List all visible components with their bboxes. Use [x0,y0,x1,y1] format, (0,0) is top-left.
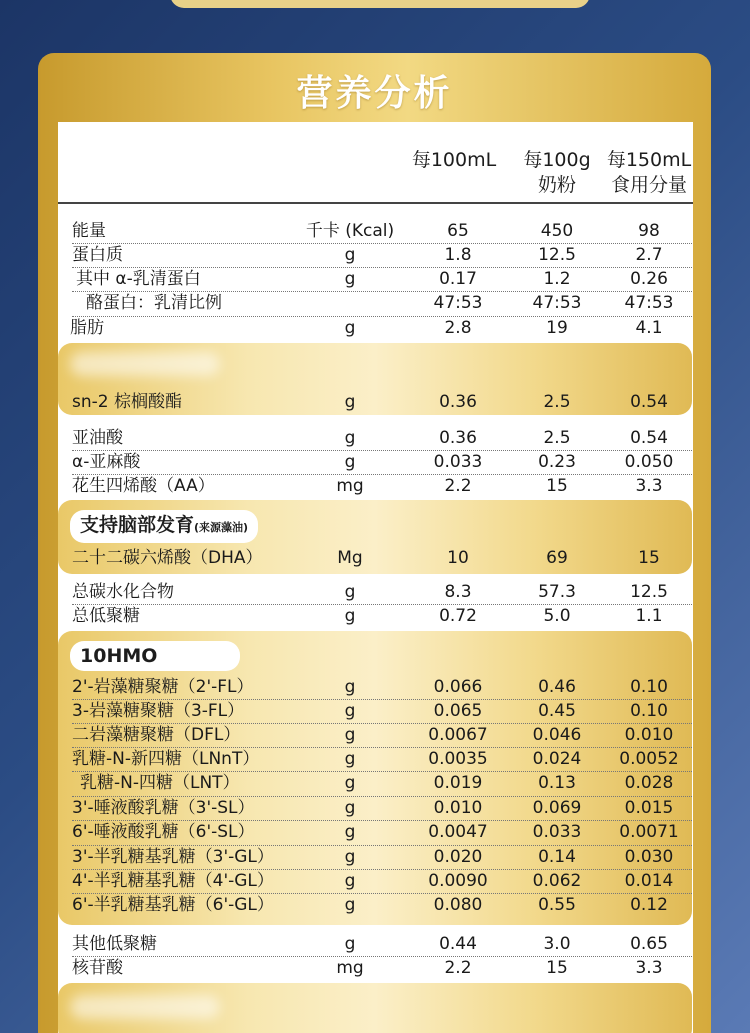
nutrient-name: α-亚麻酸 [72,452,141,472]
nutrient-unit: g [344,318,356,338]
nutrient-name: 其他低聚糖 [72,934,157,954]
value-per-100g: 0.23 [538,452,576,472]
nutrient-unit: g [344,428,356,448]
table-row [0,243,750,267]
nutrient-unit: mg [336,476,364,496]
value-per-100ml: 2.8 [444,318,472,338]
value-per-100g: 47:53 [532,293,582,313]
value-per-100ml: 10 [447,548,469,568]
value-per-100ml: 0.0047 [428,822,488,842]
value-per-100ml: 0.065 [433,701,483,721]
value-per-100g: 57.3 [538,582,576,602]
table-row [0,747,750,771]
value-per-100ml: 0.080 [433,895,483,915]
value-per-100g: 0.033 [532,822,582,842]
nutrient-unit: g [344,606,356,626]
table-row [0,796,750,820]
table-row [0,426,750,450]
nutrient-unit: 千卡 (Kcal) [305,221,395,241]
table-row [0,580,750,604]
value-per-100g: 0.45 [538,701,576,721]
value-per-100ml: 2.2 [444,958,472,978]
table-row [0,450,750,474]
value-per-100ml: 0.010 [433,798,483,818]
value-per-serving: 0.014 [624,871,674,891]
nutrient-unit: g [344,934,356,954]
nutrient-unit: g [344,895,356,915]
nutrient-name: sn-2 棕榈酸酯 [72,392,182,412]
value-per-100ml: 0.066 [433,677,483,697]
nutrient-name: 3'-半乳糖基乳糖（3'-GL） [72,847,274,867]
nutrient-name: 乳糖-N-新四糖（LNnT） [72,749,260,769]
nutrient-name: 乳糖-N-四糖（LNT） [80,773,240,793]
nutrient-unit: g [344,871,356,891]
value-per-100ml: 0.17 [439,269,477,289]
value-per-100g: 2.5 [543,392,571,412]
nutrient-name: 二岩藻糖聚糖（DFL） [72,725,241,745]
value-per-100ml: 0.0035 [428,749,488,769]
value-per-100g: 1.2 [543,269,571,289]
nutrient-unit: g [344,701,356,721]
section-label-hmo: 10HMO [70,641,240,671]
column-header-per-100g-line2: 奶粉 [537,174,576,196]
table-row [0,390,750,414]
value-per-100g: 0.062 [532,871,582,891]
value-per-100g: 5.0 [543,606,571,626]
value-per-100ml: 0.0067 [428,725,488,745]
column-header-per-serving-line1: 每150mL [606,149,692,171]
nutrient-unit: g [344,245,356,265]
value-per-serving: 1.1 [635,606,663,626]
nutrient-unit: Mg [337,548,363,568]
table-row [0,219,750,243]
table-row [0,771,750,795]
column-header-per-serving [597,148,701,198]
nutrient-unit: g [344,392,356,412]
table-row [0,699,750,723]
value-per-100ml: 8.3 [444,582,472,602]
value-per-serving: 0.028 [624,773,674,793]
value-per-100ml: 0.0090 [428,871,488,891]
table-row [0,893,750,917]
value-per-100ml: 0.72 [439,606,477,626]
table-row [0,546,750,570]
value-per-100g: 2.5 [543,428,571,448]
value-per-100g: 15 [546,958,568,978]
column-header-per-serving-line2: 食用分量 [610,174,687,196]
value-per-serving: 0.010 [624,725,674,745]
value-per-100ml: 0.36 [439,428,477,448]
nutrient-unit: g [344,725,356,745]
value-per-serving: 0.0052 [619,749,679,769]
table-row [0,675,750,699]
nutrient-name: 4'-半乳糖基乳糖（4'-GL） [72,871,274,891]
value-per-100ml: 0.019 [433,773,483,793]
value-per-100ml: 0.020 [433,847,483,867]
column-header-per-100g [505,148,609,198]
value-per-serving: 0.12 [630,895,668,915]
table-row [0,820,750,844]
value-per-serving: 0.030 [624,847,674,867]
table-row [0,604,750,628]
value-per-serving: 4.1 [635,318,663,338]
nutrient-name: 3'-唾液酸乳糖（3'-SL） [72,798,255,818]
value-per-100ml: 0.44 [439,934,477,954]
value-per-100g: 0.069 [532,798,582,818]
nutrient-unit: g [344,582,356,602]
value-per-100ml: 0.36 [439,392,477,412]
table-row [0,291,750,315]
value-per-100ml: 2.2 [444,476,472,496]
obscured-section-label [70,352,220,376]
section-label-brain-text: 支持脑部发育 [80,514,195,536]
value-per-serving: 2.7 [635,245,663,265]
column-header-per-100g-line1: 每100g [523,149,591,171]
value-per-serving: 0.050 [624,452,674,472]
value-per-100g: 12.5 [538,245,576,265]
value-per-serving: 0.0071 [619,822,679,842]
nutrient-name: 6'-唾液酸乳糖（6'-SL） [72,822,255,842]
nutrient-name: 其中 α-乳清蛋白 [76,269,201,289]
top-banner-cut [170,0,590,8]
table-row [0,932,750,956]
value-per-serving: 0.10 [630,701,668,721]
nutrient-name: 花生四烯酸（AA） [72,476,215,496]
nutrient-unit: g [344,773,356,793]
value-per-serving: 0.10 [630,677,668,697]
nutrient-unit: mg [336,958,364,978]
header-divider [58,202,693,204]
nutrient-name: 6'-半乳糖基乳糖（6'-GL） [72,895,274,915]
value-per-100ml: 65 [447,221,469,241]
nutrient-unit: g [344,269,356,289]
value-per-serving: 47:53 [624,293,674,313]
value-per-100g: 0.46 [538,677,576,697]
nutrient-name: 总低聚糖 [72,606,140,626]
section-label-brain [70,510,258,543]
nutrient-unit: g [344,677,356,697]
table-row [0,267,750,291]
nutrient-name: 蛋白质 [72,245,123,265]
nutrient-name: 二十二碳六烯酸（DHA） [72,548,263,568]
table-row [0,869,750,893]
table-row [0,845,750,869]
nutrient-unit: g [344,749,356,769]
nutrient-name: 总碳水化合物 [72,582,174,602]
nutrient-name: 酪蛋白：乳清比例 [86,293,222,313]
column-header-per-100ml-text: 每100mL [411,149,497,171]
nutrient-name: 2'-岩藻糖聚糖（2'-FL） [72,677,254,697]
nutrient-name: 核苷酸 [72,958,123,978]
value-per-serving: 0.015 [624,798,674,818]
value-per-serving: 3.3 [635,958,663,978]
obscured-section-label-bottom [70,995,220,1019]
nutrient-name: 能量 [72,221,106,241]
value-per-100g: 15 [546,476,568,496]
value-per-serving: 12.5 [630,582,668,602]
value-per-100g: 0.14 [538,847,576,867]
column-header-per-100ml [404,148,504,173]
top-banner-fragment [0,0,750,60]
value-per-100g: 19 [546,318,568,338]
table-row [0,723,750,747]
value-per-100g: 0.55 [538,895,576,915]
value-per-100g: 69 [546,548,568,568]
value-per-100g: 0.046 [532,725,582,745]
nutrient-name: 3-岩藻糖聚糖（3-FL） [72,701,245,721]
value-per-100g: 0.024 [532,749,582,769]
nutrient-name: 亚油酸 [72,428,123,448]
value-per-100g: 3.0 [543,934,571,954]
table-row [0,316,750,340]
value-per-serving: 0.26 [630,269,668,289]
value-per-100g: 0.13 [538,773,576,793]
value-per-100ml: 0.033 [433,452,483,472]
table-row [0,474,750,498]
nutrient-unit: g [344,452,356,472]
value-per-serving: 0.54 [630,428,668,448]
value-per-serving: 0.54 [630,392,668,412]
value-per-serving: 98 [638,221,660,241]
nutrient-unit: g [344,822,356,842]
value-per-100ml: 1.8 [444,245,472,265]
section-label-brain-note: (来源藻油) [194,521,249,534]
value-per-serving: 0.65 [630,934,668,954]
page-title: 营养分析 [296,73,453,114]
value-per-serving: 3.3 [635,476,663,496]
nutrient-unit: g [344,847,356,867]
nutrient-name: 脂肪 [70,318,104,338]
table-row [0,956,750,980]
value-per-100ml: 47:53 [433,293,483,313]
value-per-100g: 450 [540,221,574,241]
nutrient-unit: g [344,798,356,818]
value-per-serving: 15 [638,548,660,568]
